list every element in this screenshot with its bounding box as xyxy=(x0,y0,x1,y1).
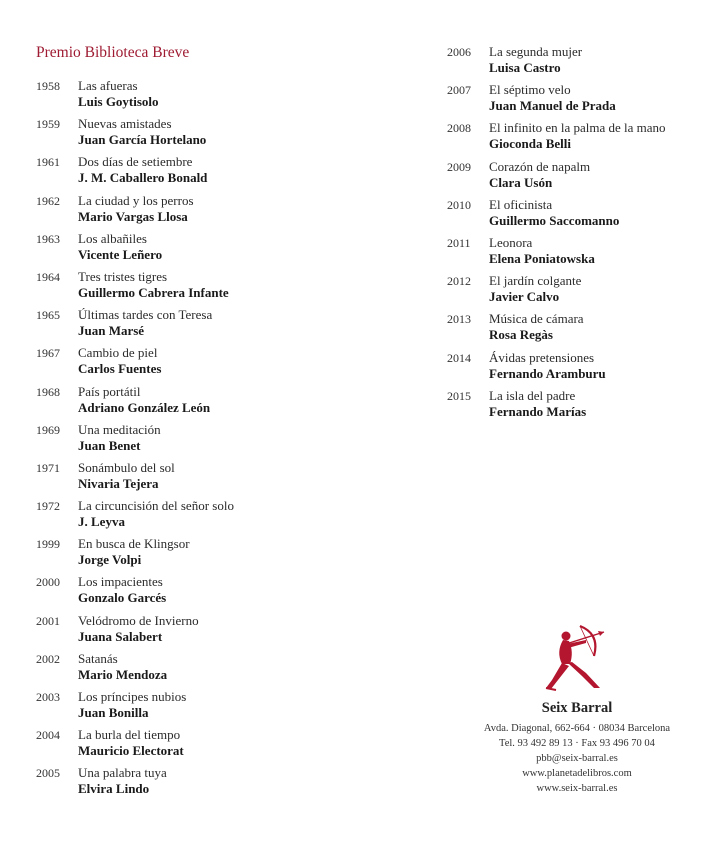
entry-year: 1968 xyxy=(36,384,60,399)
entry-author: Adriano González León xyxy=(78,399,211,415)
entry-year: 1964 xyxy=(36,269,60,284)
entry-year: 2011 xyxy=(447,235,471,250)
entry-year: 1958 xyxy=(36,79,60,93)
entry-author: Mauricio Electorat xyxy=(78,743,184,759)
entry-author: Rosa Regàs xyxy=(489,327,553,343)
entry-author: J. M. Caballero Bonald xyxy=(78,170,208,186)
entry-year: 2012 xyxy=(447,274,471,289)
entry-author: Carlos Fuentes xyxy=(78,361,162,377)
entry-author: Guillermo Cabrera Infante xyxy=(78,284,229,300)
entry-book-title: Los príncipes nubios xyxy=(78,689,187,704)
entry-author: J. Leyva xyxy=(78,514,125,530)
entry-book-title: El infinito en la palma de la mano xyxy=(489,120,666,136)
entry-year: 2014 xyxy=(447,350,471,365)
entry-year: 2008 xyxy=(447,121,471,136)
entry-year: 1971 xyxy=(36,460,60,475)
entry-book-title: Leonora xyxy=(489,234,533,250)
entry-year: 1959 xyxy=(36,117,60,132)
entry-author: Nivaria Tejera xyxy=(78,475,159,491)
entry-year: 1969 xyxy=(36,422,60,437)
entry-book-title: La circuncisión del señor solo xyxy=(78,498,234,514)
entry-book-title: La isla del padre xyxy=(489,387,576,403)
entry-book-title: Velódromo de Invierno xyxy=(78,612,199,628)
entry-book-title: Una palabra tuya xyxy=(78,765,167,781)
entry-book-title: Sonámbulo del sol xyxy=(78,459,175,475)
entry-year: 2003 xyxy=(36,690,60,704)
entry-year: 2009 xyxy=(447,159,471,174)
entry-year: 2006 xyxy=(447,45,471,59)
list-item xyxy=(447,311,712,349)
entry-author: Juan Bonilla xyxy=(78,705,149,720)
entry-year: 1972 xyxy=(36,499,60,514)
entry-author: Mario Vargas Llosa xyxy=(78,208,188,224)
entry-author: Gioconda Belli xyxy=(489,136,571,152)
entry-author: Juan Manuel de Prada xyxy=(489,98,616,114)
list-item xyxy=(447,388,712,426)
list-item xyxy=(36,536,336,574)
list-item xyxy=(36,78,336,116)
list-item xyxy=(36,498,336,536)
list-item xyxy=(36,154,336,192)
entry-book-title: El jardín colgante xyxy=(489,273,582,289)
entry-author: Jorge Volpi xyxy=(78,552,142,568)
entry-author: Gonzalo Garcés xyxy=(78,590,167,606)
list-item xyxy=(36,574,336,612)
winners-list-left xyxy=(36,78,336,804)
entry-year: 1967 xyxy=(36,346,60,361)
entry-book-title: En busca de Klingsor xyxy=(78,536,190,552)
entry-year: 1961 xyxy=(36,155,60,170)
entry-year: 2002 xyxy=(36,651,60,666)
list-item xyxy=(36,422,336,460)
entry-author: Mario Mendoza xyxy=(78,666,168,682)
entry-book-title: Satanás xyxy=(78,650,118,666)
entry-author: Clara Usón xyxy=(489,174,553,190)
entry-year: 2004 xyxy=(36,728,60,743)
list-item xyxy=(447,350,712,388)
entry-book-title: Corazón de napalm xyxy=(489,158,591,174)
publisher-name: Seix Barral xyxy=(541,700,613,716)
entry-book-title: Nuevas amistades xyxy=(78,116,172,132)
list-item xyxy=(447,120,712,158)
entry-year: 2007 xyxy=(447,83,471,98)
list-item xyxy=(447,235,712,273)
list-item xyxy=(36,384,336,422)
entry-author: Juana Salabert xyxy=(78,628,163,644)
entry-year: 2005 xyxy=(36,766,60,781)
entry-author: Javier Calvo xyxy=(489,289,560,305)
entry-book-title: País portátil xyxy=(78,383,141,399)
winners-list-right xyxy=(447,44,712,426)
list-item xyxy=(36,460,336,498)
list-item xyxy=(36,651,336,689)
list-item xyxy=(447,82,712,120)
entry-book-title: La ciudad y los perros xyxy=(78,192,194,208)
list-item xyxy=(36,613,336,651)
list-item xyxy=(36,116,336,154)
entry-year: 2001 xyxy=(36,613,60,628)
archer-logo-icon xyxy=(542,622,612,694)
entry-book-title: Últimas tardes con Teresa xyxy=(78,307,213,323)
entry-book-title: Los impacientes xyxy=(78,574,163,590)
entry-year: 1965 xyxy=(36,308,60,323)
entry-book-title: Los albañiles xyxy=(78,230,147,246)
list-item xyxy=(447,44,712,82)
publisher-phone: Tel. 93 492 89 13 · Fax 93 496 70 04 xyxy=(499,738,655,749)
entry-book-title: La segunda mujer xyxy=(489,44,583,59)
entry-year: 1962 xyxy=(36,193,60,208)
list-item xyxy=(36,727,336,765)
entry-book-title: Cambio de piel xyxy=(78,345,158,361)
entry-book-title: El séptimo velo xyxy=(489,82,571,98)
list-item xyxy=(36,269,336,307)
list-item xyxy=(447,197,712,235)
entry-author: Juan Marsé xyxy=(78,323,145,339)
list-item xyxy=(36,231,336,269)
list-item xyxy=(36,193,336,231)
list-item xyxy=(36,689,336,727)
entry-book-title: Ávidas pretensiones xyxy=(489,349,595,365)
entry-book-title: Dos días de setiembre xyxy=(78,154,193,170)
entry-author: Juan García Hortelano xyxy=(78,132,207,148)
entry-book-title: Música de cámara xyxy=(489,311,584,327)
list-item xyxy=(36,345,336,383)
entry-author: Luis Goytisolo xyxy=(78,94,159,109)
entry-year: 2010 xyxy=(447,197,471,212)
entry-book-title: El oficinista xyxy=(489,196,553,212)
publisher-address: Avda. Diagonal, 662-664 · 08034 Barcelona xyxy=(483,723,671,734)
entry-year: 2013 xyxy=(447,312,471,327)
publisher-email[interactable]: pbb@seix-barral.es xyxy=(536,753,618,764)
entry-year: 2015 xyxy=(447,388,471,403)
entry-author: Elena Poniatowska xyxy=(489,250,595,266)
publisher-block xyxy=(462,622,692,796)
entry-book-title: Una meditación xyxy=(78,421,161,437)
publisher-web-planeta[interactable]: www.planetadelibros.com xyxy=(522,768,632,779)
publisher-web-seixbarral[interactable]: www.seix-barral.es xyxy=(536,783,618,794)
entry-author: Fernando Aramburu xyxy=(489,365,606,381)
page-title: Premio Biblioteca Breve xyxy=(36,44,190,61)
list-item xyxy=(36,765,336,803)
entry-year: 1999 xyxy=(36,537,60,552)
entry-year: 1963 xyxy=(36,231,60,246)
list-item xyxy=(447,273,712,311)
entry-author: Elvira Lindo xyxy=(78,781,150,797)
entry-author: Guillermo Saccomanno xyxy=(489,212,620,228)
entry-book-title: La burla del tiempo xyxy=(78,727,181,743)
entry-author: Fernando Marías xyxy=(489,403,587,419)
list-item xyxy=(36,307,336,345)
entry-year: 2000 xyxy=(36,575,60,590)
entry-author: Vicente Leñero xyxy=(78,246,163,262)
entry-book-title: Las afueras xyxy=(78,78,138,93)
entry-author: Juan Benet xyxy=(78,437,141,453)
list-item xyxy=(447,159,712,197)
entry-author: Luisa Castro xyxy=(489,60,561,75)
entry-book-title: Tres tristes tigres xyxy=(78,268,168,284)
